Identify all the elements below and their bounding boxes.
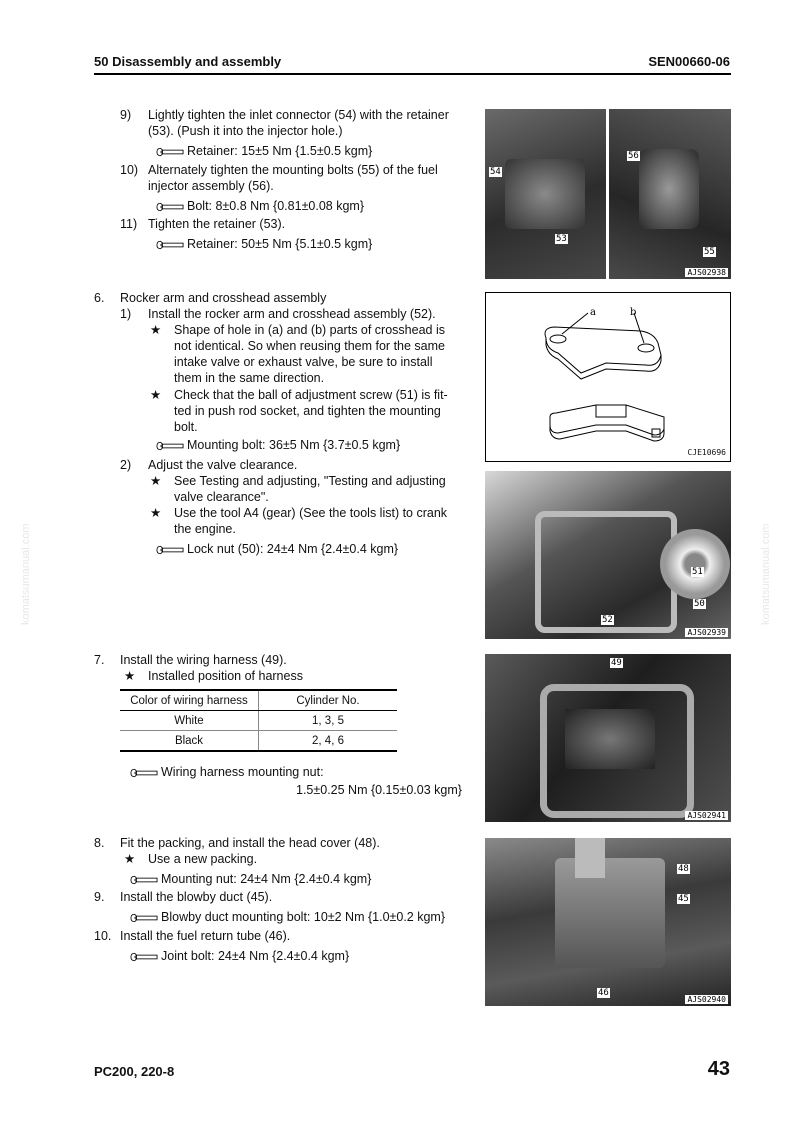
wrench-icon	[156, 545, 184, 555]
wrench-icon	[130, 952, 158, 962]
step-10-torque-text: Bolt: 8±0.8 Nm {0.81±0.08 kgm}	[187, 199, 365, 213]
table-row	[120, 731, 397, 752]
step-11-torque	[156, 236, 372, 252]
head-cover-photo	[485, 838, 731, 1006]
label-b: b	[630, 307, 637, 318]
table-header-color: Color of wiring harness	[120, 690, 259, 711]
step-11-torque-text: Retainer: 50±5 Nm {5.1±0.5 kgm}	[187, 237, 373, 251]
figure-code: AJS02938	[687, 268, 726, 277]
step-10b-title: Install the fuel return tube (46).	[120, 929, 291, 943]
wrench-icon	[130, 913, 158, 923]
step-6-2-torque	[156, 541, 398, 557]
table-row	[120, 711, 397, 731]
injector-photo-figure	[485, 109, 731, 279]
star-icon: ★	[124, 852, 136, 866]
step-10b-torque-text: Joint bolt: 24±4 Nm {2.4±0.4 kgm}	[161, 949, 350, 963]
wrench-icon	[156, 202, 184, 212]
label-54: 54	[490, 167, 501, 177]
step-8-number: 8.	[94, 836, 105, 850]
label-52: 52	[602, 615, 613, 625]
note-6-1a-line3: intake valve or exhaust valve, be sure to install	[174, 355, 433, 369]
photo-right	[609, 109, 731, 279]
star-icon: ★	[150, 388, 162, 402]
watermark-left: komatsumanual.com	[20, 523, 32, 625]
photo-left	[485, 109, 606, 279]
step-10-number: 10)	[120, 163, 139, 177]
wrench-icon	[156, 441, 184, 451]
step-6-number: 6.	[94, 291, 105, 305]
crosshead-diagram	[485, 292, 731, 462]
step-7-number: 7.	[94, 653, 105, 667]
step-11-line1: Tighten the retainer (53).	[148, 217, 286, 231]
note-6-1b-line1: Check that the ball of adjustment screw (51) is fit-	[174, 388, 448, 402]
label-51: 51	[692, 567, 703, 577]
step-8-title: Fit the packing, and install the head cover (48).	[120, 836, 380, 850]
step-9-line2: (53). (Push it into the injector hole.)	[148, 124, 343, 138]
label-46: 46	[598, 988, 609, 998]
note-6-1a-line2: not identical. So when reusing them for the same	[174, 339, 445, 353]
star-icon: ★	[124, 669, 136, 683]
figure-code: AJS02939	[687, 628, 726, 637]
step-6-2-number: 2)	[120, 458, 132, 472]
star-icon: ★	[150, 474, 162, 488]
star-icon: ★	[150, 506, 162, 520]
step-10b-torque	[130, 948, 349, 964]
label-48: 48	[678, 864, 689, 874]
table-cell: 1, 3, 5	[259, 711, 398, 731]
step-6-2-torque-text: Lock nut (50): 24±4 Nm {2.4±0.4 kgm}	[187, 542, 399, 556]
step-11-number: 11)	[120, 217, 138, 231]
note-6-2b-line2: the engine.	[174, 522, 236, 536]
label-49: 49	[611, 658, 622, 668]
step-7-torque-label: Wiring harness mounting nut:	[161, 765, 324, 779]
step-9b-number: 9.	[94, 890, 105, 904]
table-cell: 2, 4, 6	[259, 731, 398, 752]
step-9b-torque-text: Blowby duct mounting bolt: 10±2 Nm {1.0±0.2 kgm}	[161, 910, 446, 924]
note-6-2a-line2: valve clearance".	[174, 490, 269, 504]
step-6-1-number: 1)	[120, 307, 132, 321]
step-7-torque-value: 1.5±0.25 Nm {0.15±0.03 kgm}	[296, 783, 462, 797]
step-6-2-text: Adjust the valve clearance.	[148, 458, 298, 472]
label-45: 45	[678, 894, 689, 904]
step-9-torque	[156, 143, 372, 159]
step-6-1-torque-text: Mounting bolt: 36±5 Nm {3.7±0.5 kgm}	[187, 438, 401, 452]
step-10-line2: injector assembly (56).	[148, 179, 274, 193]
step-7-note: Installed position of harness	[148, 669, 303, 683]
note-6-2a-line1: See Testing and adjusting, "Testing and adjusting	[174, 474, 446, 488]
step-7-title: Install the wiring harness (49).	[120, 653, 287, 667]
note-6-1b-line3: bolt.	[174, 420, 198, 434]
step-10-line1: Alternately tighten the mounting bolts (55) of the fuel	[148, 163, 438, 177]
note-6-1a-line4: them in the same direction.	[174, 371, 325, 385]
step-8-torque	[130, 871, 371, 887]
wrench-icon	[156, 240, 184, 250]
step-8-note: Use a new packing.	[148, 852, 258, 866]
table-header-cylinder: Cylinder No.	[259, 690, 398, 711]
figure-code: AJS02941	[687, 811, 726, 820]
step-6-1-torque	[156, 437, 400, 453]
table-cell: Black	[120, 731, 259, 752]
step-9-number: 9)	[120, 108, 132, 122]
step-6-1-text: Install the rocker arm and crosshead assembly (52).	[148, 307, 436, 321]
wrench-icon	[130, 768, 158, 778]
step-10b-number: 10.	[94, 929, 112, 943]
rocker-arm-photo	[485, 471, 731, 639]
step-9b-torque	[130, 909, 445, 925]
step-8-torque-text: Mounting nut: 24±4 Nm {2.4±0.4 kgm}	[161, 872, 372, 886]
step-9-torque-text: Retainer: 15±5 Nm {1.5±0.5 kgm}	[187, 144, 373, 158]
footer-model: PC200, 220-8	[94, 1064, 175, 1079]
watermark-right: komatsumanual.com	[760, 523, 772, 625]
label-a: a	[590, 307, 596, 318]
section-title: 50 Disassembly and assembly	[94, 54, 282, 69]
step-9-line1: Lightly tighten the inlet connector (54) with the retainer	[148, 108, 449, 122]
figure-code: CJE10696	[687, 448, 726, 457]
label-53: 53	[556, 234, 567, 244]
label-50: 50	[694, 599, 705, 609]
figure-code: AJS02940	[687, 995, 726, 1004]
step-9b-title: Install the blowby duct (45).	[120, 890, 273, 904]
wiring-harness-photo	[485, 654, 731, 822]
harness-table	[120, 689, 397, 752]
note-6-1b-line2: ted in push rod socket, and tighten the mounting	[174, 404, 441, 418]
document-code: SEN00660-06	[648, 54, 730, 69]
star-icon: ★	[150, 323, 162, 337]
header-rule	[94, 73, 731, 75]
wrench-icon	[156, 147, 184, 157]
note-6-1a-line1: Shape of hole in (a) and (b) parts of crosshead is	[174, 323, 445, 337]
label-55: 55	[704, 247, 715, 257]
label-56: 56	[628, 151, 639, 161]
step-10-torque	[156, 198, 364, 214]
step-6-title: Rocker arm and crosshead assembly	[120, 291, 327, 305]
table-cell: White	[120, 711, 259, 731]
crosshead-drawing	[486, 293, 730, 461]
step-7-torque	[130, 764, 324, 780]
note-6-2b-line1: Use the tool A4 (gear) (See the tools list) to crank	[174, 506, 448, 520]
page-number: 43	[707, 1058, 730, 1080]
wrench-icon	[130, 875, 158, 885]
